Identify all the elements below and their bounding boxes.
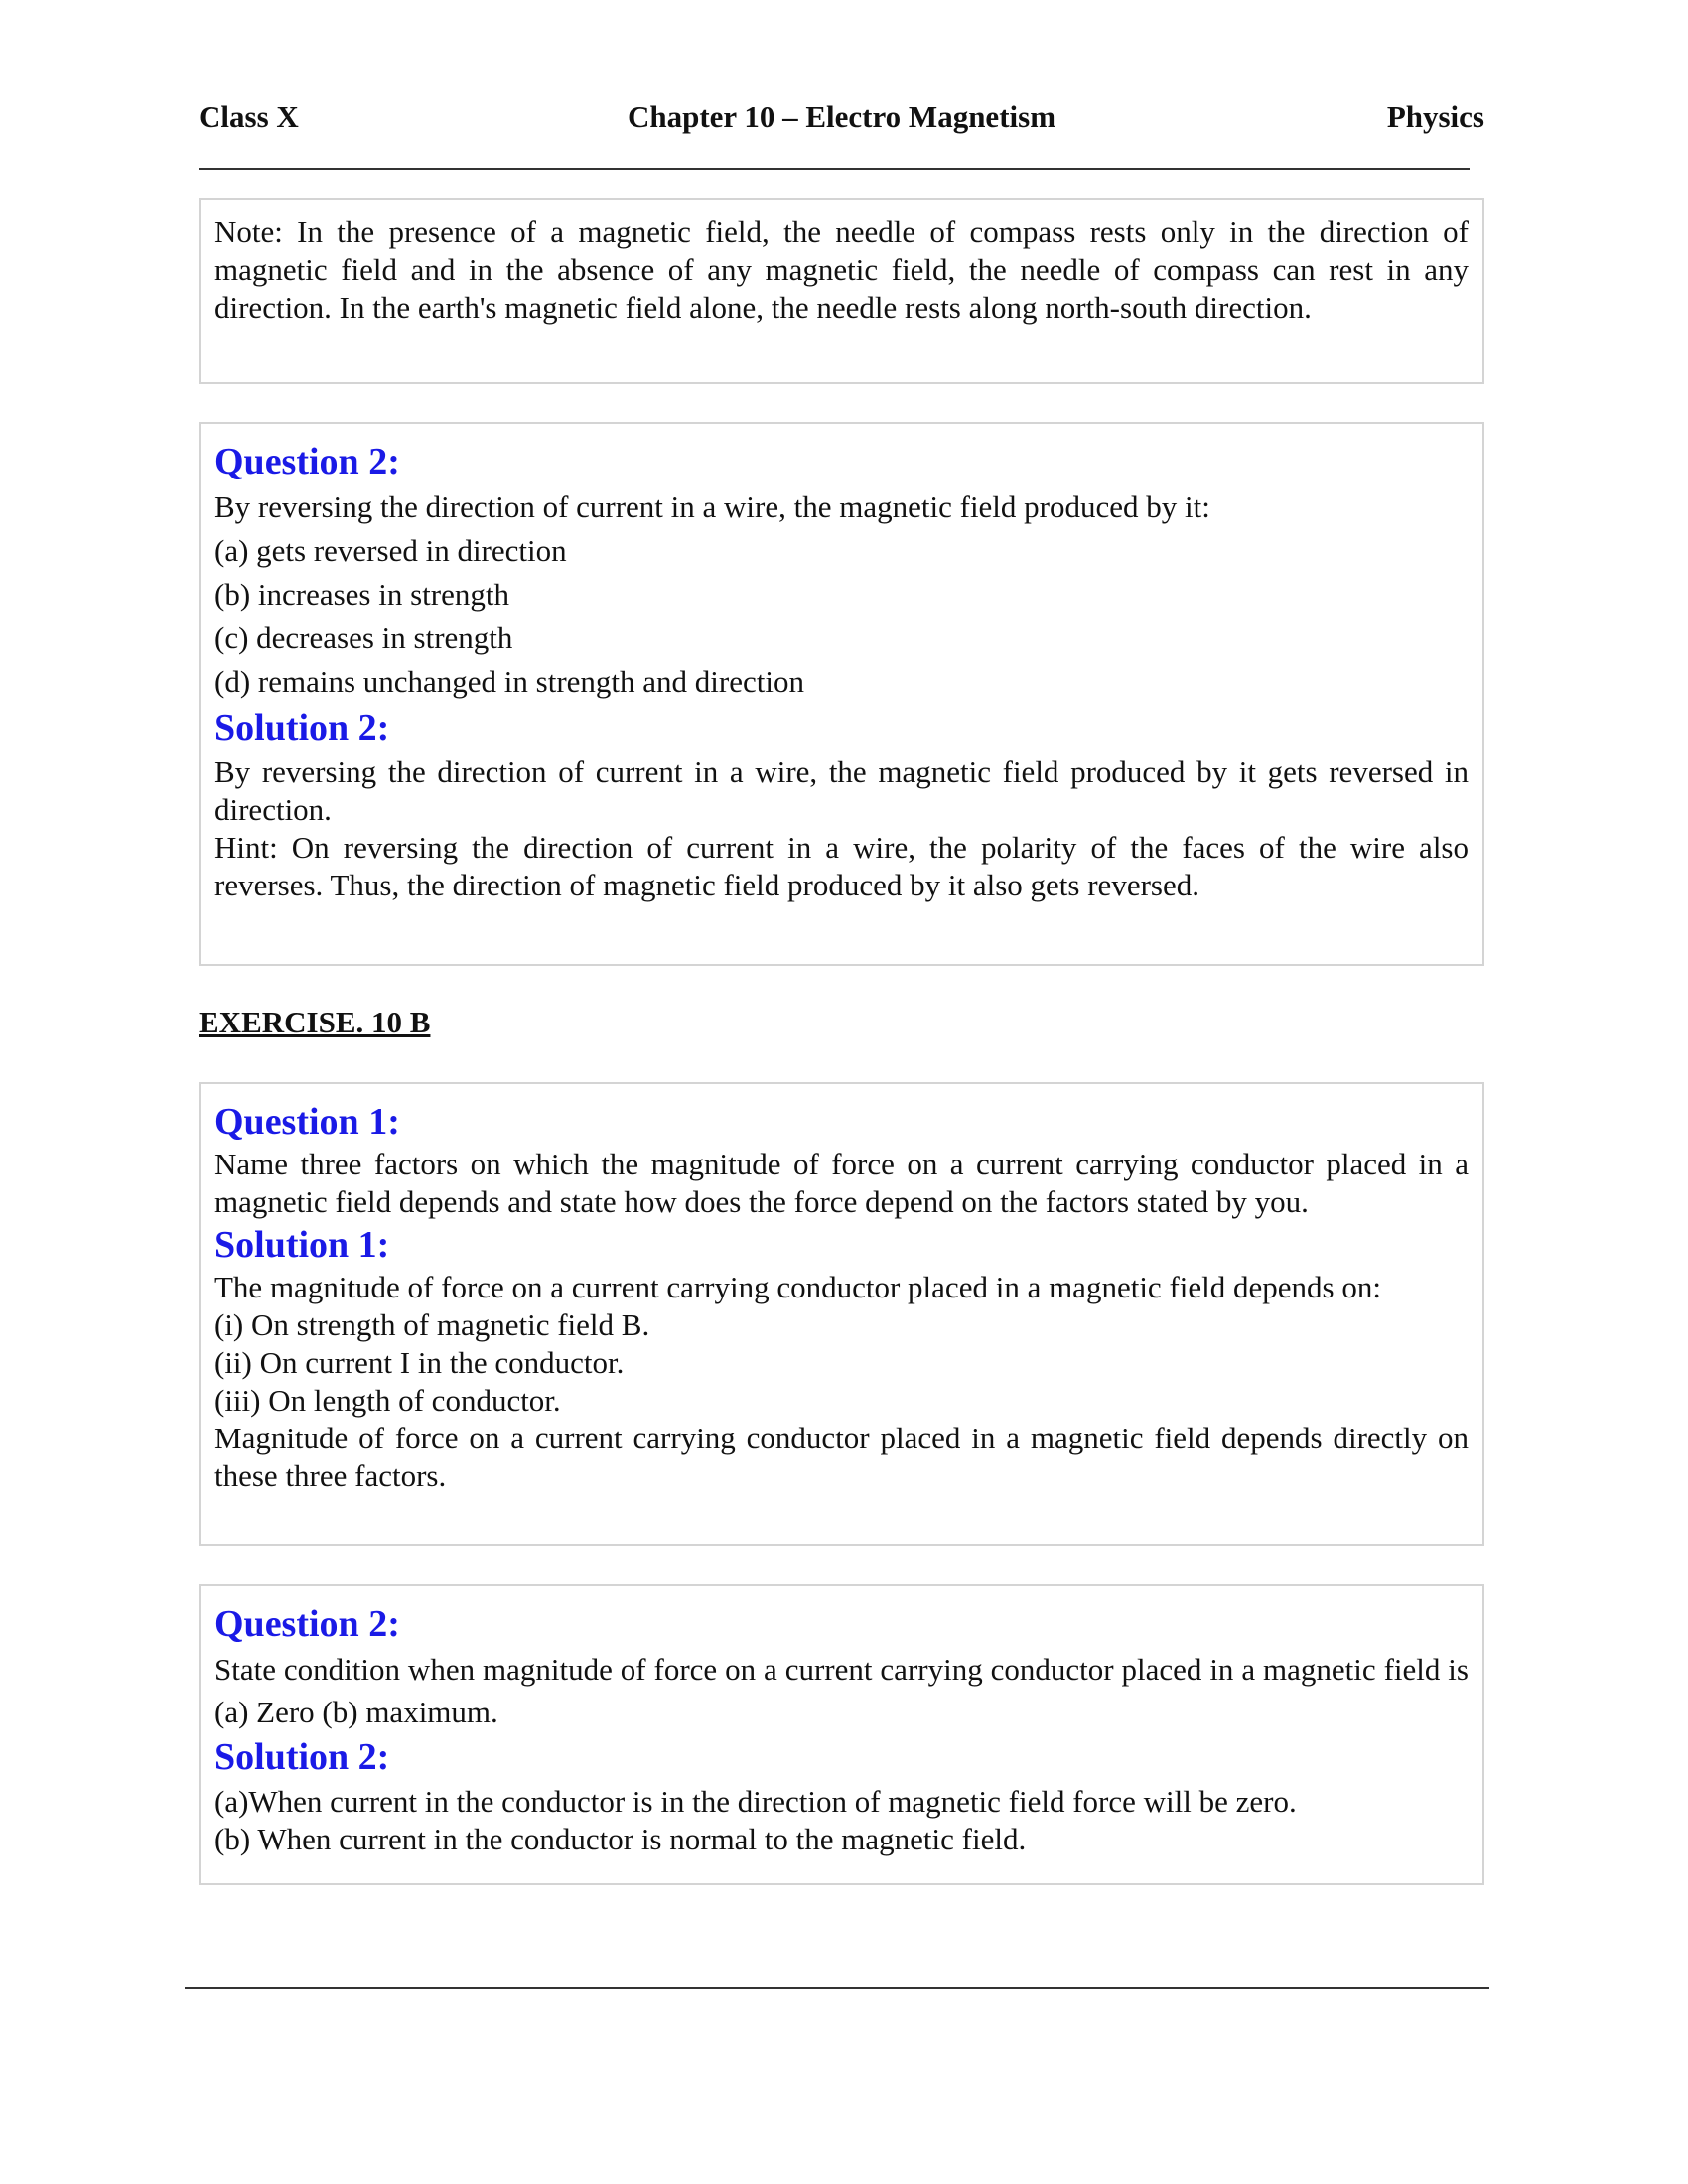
- note-text: Note: In the presence of a magnetic field, the needle of compass rests only in the direction of magnetic field and in the absence of any magnetic field, the needle of compass can rest in any direction. In the earth's magnetic field alone, the needle rests along north-south direction.: [214, 214, 1469, 325]
- solution-2-heading: Solution 2:: [214, 707, 390, 749]
- exercise-question-2-box: [199, 1584, 1484, 1885]
- chapter-title: Chapter 10 – Electro Magnetism: [627, 99, 1056, 134]
- option-c: (c) decreases in strength: [214, 620, 513, 655]
- question-2-box: [199, 422, 1484, 966]
- exercise-heading: EXERCISE. 10 B: [199, 1005, 431, 1039]
- option-d: (d) remains unchanged in strength and direction: [214, 664, 804, 699]
- exercise-question-1-box: [199, 1082, 1484, 1546]
- note-box: [199, 198, 1484, 384]
- question-2-heading: Question 2:: [214, 441, 400, 482]
- question-2-text: By reversing the direction of current in a wire, the magnetic field produced by it:: [214, 489, 1210, 524]
- header-divider: [199, 168, 1470, 170]
- factor-item: (i) On strength of magnetic field B.: [214, 1307, 650, 1342]
- exercise-question-1-text: Name three factors on which the magnitude of force on a current carrying conductor placed in a magnetic field depends and state how does the force depend on the factors stated by you.: [214, 1147, 1469, 1219]
- factor-item: (ii) On current I in the conductor.: [214, 1345, 625, 1380]
- exercise-question-1-heading: Question 1:: [214, 1101, 400, 1143]
- class-label: Class X: [199, 99, 299, 134]
- answer-item: (a)When current in the conductor is in the direction of magnetic field force will be zero.: [214, 1784, 1297, 1819]
- exercise-solution-1-conclusion: Magnitude of force on a current carrying conductor placed in a magnetic field depends directly on these three factors.: [214, 1421, 1469, 1493]
- option-a: (a) gets reversed in direction: [214, 533, 567, 568]
- footer-divider: [185, 1987, 1489, 1989]
- exercise-solution-2-heading: Solution 2:: [214, 1736, 390, 1778]
- subject-label: Physics: [1386, 99, 1484, 134]
- exercise-solution-1-heading: Solution 1:: [214, 1224, 390, 1266]
- exercise-question-2-text: State condition when magnitude of force on a current carrying conductor placed in a magnetic field is (a) Zero (b) maximum.: [214, 1652, 1469, 1729]
- option-b: (b) increases in strength: [214, 577, 509, 612]
- answer-item: (b) When current in the conductor is normal to the magnetic field.: [214, 1822, 1027, 1856]
- exercise-question-2-heading: Question 2:: [214, 1603, 400, 1645]
- solution-2-text: By reversing the direction of current in a wire, the magnetic field produced by it gets reversed in direction.: [214, 754, 1469, 827]
- solution-2-hint: Hint: On reversing the direction of current in a wire, the polarity of the faces of the wire also reverses. Thus, the direction of magnetic field produced by it also gets reversed.: [214, 830, 1469, 902]
- factor-item: (iii) On length of conductor.: [214, 1383, 561, 1418]
- page-header: [199, 99, 1484, 143]
- exercise-solution-1-intro: The magnitude of force on a current carrying conductor placed in a magnetic field depends on:: [214, 1270, 1381, 1304]
